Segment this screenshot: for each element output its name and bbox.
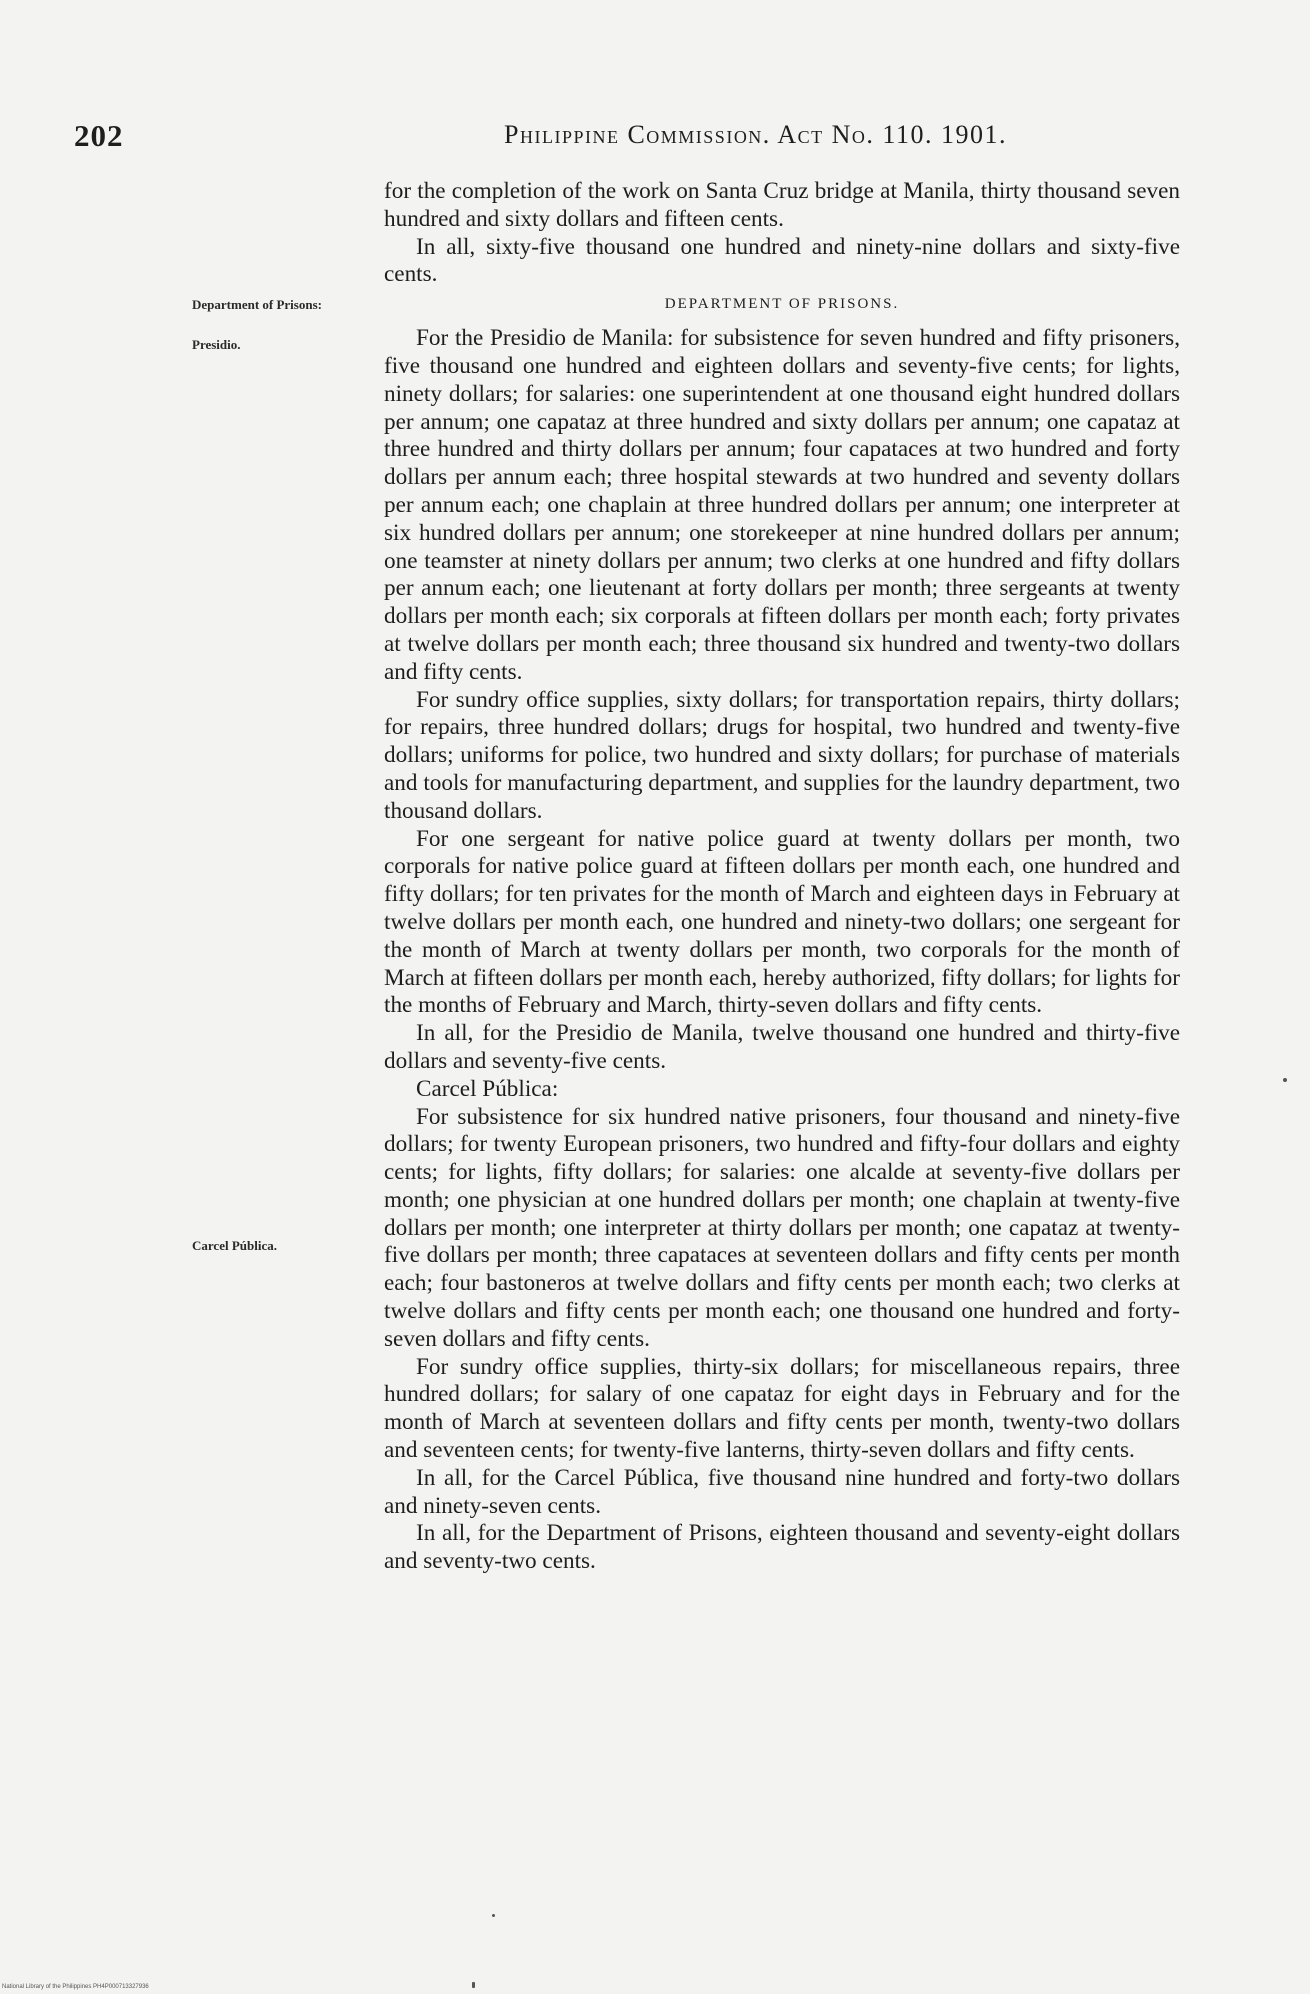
subhead-carcel: Carcel Pública: [416, 1075, 559, 1102]
section-heading-prisons: DEPARTMENT OF PRISONS. [664, 296, 900, 313]
body-text [384, 178, 1180, 1576]
paragraph-carcel-subsistence: For subsistence for six hundred native prisoners, four thousand and ninety-five dollars; for twenty European prisoners, two hundred and fifty-four dollars and eighty cents; for lights, fifty dollars; for salaries: one alcalde at seventy-five dollars per month; one physician at one hundred dollars per month; one chaplain at twenty-five dollars per month; one interpreter at thirty dollars per month; one capataz at twenty-five dollars per month; three capataces at seventeen dollars and fifty cents per month each; four bastoneros at twelve dollars and fifty cents per month each; two clerks at twelve dollars and fifty cents per month each; one thousand one hundred and forty-seven dollars and fifty cents. [384, 1103, 1180, 1352]
paragraph-presidio-total: In all, for the Presidio de Manila, twelve thousand one hundred and thirty-five dollars and seventy-five cents. [384, 1020, 1180, 1074]
scan-speck [472, 1982, 475, 1988]
scan-speck [1283, 1078, 1287, 1082]
paragraph-department-total: In all, for the Department of Prisons, eighteen thousand and seventy-eight dollars and seventy-two cents. [384, 1520, 1180, 1575]
margin-note-carcel: Carcel Pública. [192, 1238, 277, 1253]
paragraph-carcel-supplies: For sundry office supplies, thirty-six dollars; for miscellaneous repairs, three hundred dollars; for salary of one capataz for eight days in February and for the month of March at seventeen dollars and fifty cents per month, twenty-two dollars and seventeen cents; for twenty-five lanterns, thirty-seven dollars and fifty cents. [384, 1353, 1180, 1464]
margin-note-department: Department of Prisons: [192, 297, 322, 312]
margin-note-presidio: Presidio. [192, 337, 241, 352]
scan-speck [492, 1914, 495, 1917]
footer-credit: National Library of the Philippines PH4P000713327936 [2, 1984, 149, 1990]
page-number: 202 [74, 118, 124, 153]
paragraph-presidio-supplies: For sundry office supplies, sixty dollars; for transportation repairs, thirty dollars; for repairs, three hundred dollars; drugs for hospital, two hundred and twenty-five dollars; uniforms for police, two hundred and sixty dollars; for purchase of materials and tools for manufacturing department, and supplies for the laundry department, two thousand dollars. [384, 686, 1180, 824]
paragraph-total-previous: In all, sixty-five thousand one hundred and ninety-nine dollars and sixty-five cents. [384, 233, 1180, 288]
paragraph-carcel-total: In all, for the Carcel Pública, five thousand nine hundred and forty-two dollars and ninety-seven cents. [384, 1464, 1180, 1519]
paragraph-presidio-guard: For one sergeant for native police guard at twenty dollars per month, two corporals for native police guard at fifteen dollars per month each, one hundred and fifty dollars; for ten privates for the month of March and eighteen days in February at twelve dollars per month each, one hundred and ninety-two dollars; one sergeant for the month of March at twenty dollars per month, two corporals for the month of March at fifteen dollars per month each, hereby authorized, fifty dollars; for lights for the months of February and March, thirty-seven dollars and fifty cents. [384, 825, 1180, 1019]
paragraph-continuation: for the completion of the work on Santa Cruz bridge at Manila, thirty thousand seven hundred and sixty dollars and fifteen cents. [384, 178, 1180, 232]
running-head: Philippine Commission. Act No. 110. 1901. [504, 120, 1007, 149]
paragraph-presidio-salaries: For the Presidio de Manila: for subsistence for seven hundred and fifty prisoners, five thousand one hundred and eighteen dollars and seventy-five cents; for lights, ninety dollars; for salaries: one superintendent at one thousand eight hundred dollars per annum; one capataz at three hundred and sixty dollars per annum; one capataz at three hundred and thirty dollars per annum; four capataces at two hundred and forty dollars per annum each; three hospital stewards at two hundred and seventy dollars per annum each; one chaplain at three hundred dollars per annum; one interpreter at six hundred dollars per annum; one storekeeper at nine hundred dollars per annum; one teamster at ninety dollars per annum; two clerks at one hundred and fifty dollars per annum each; one lieutenant at forty dollars per month; three sergeants at twenty dollars per month each; six corporals at fifteen dollars per month each; forty privates at twelve dollars per month each; three thousand six hundred and twenty-two dollars and fifty cents. [384, 325, 1180, 685]
